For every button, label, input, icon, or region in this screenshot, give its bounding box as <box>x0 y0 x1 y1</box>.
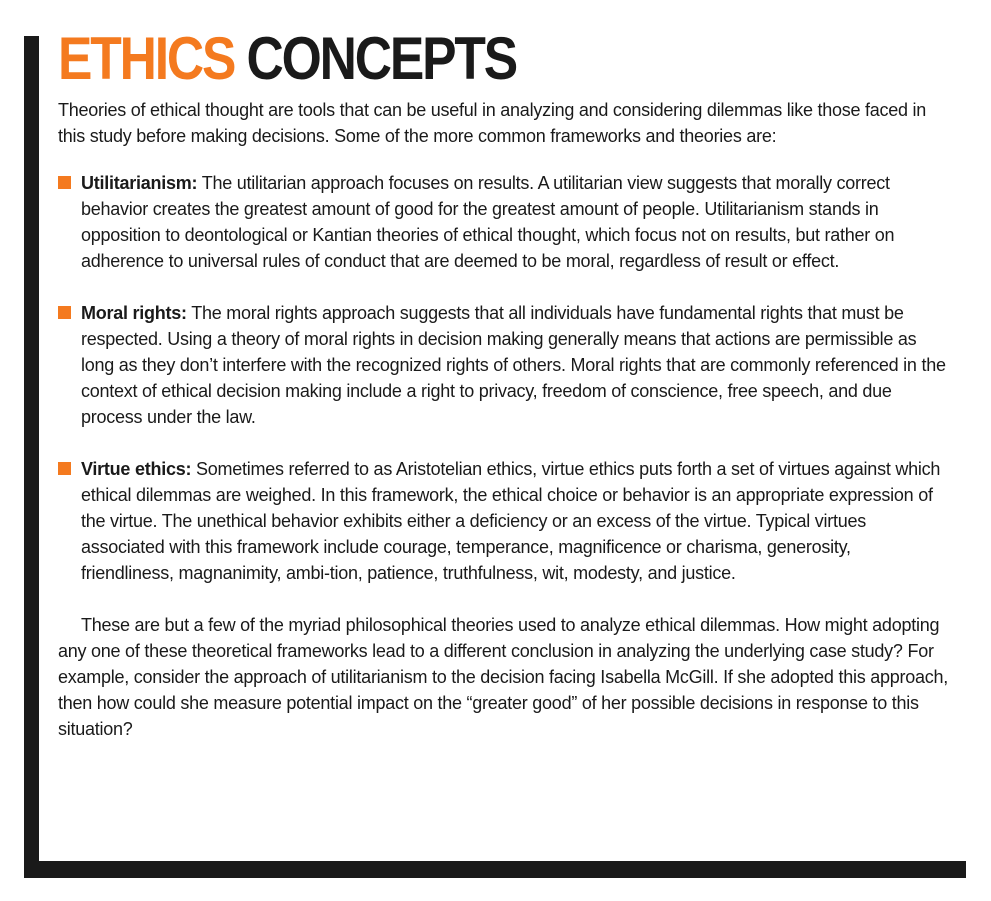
item-text: The moral rights approach suggests that all individuals have fundamental rights that must be respected. Using a theory of moral rights in decision making generally means that actions are permissible as long as they don’t interfere with the recognized rights of others. Moral rights that are commonly referenced in the context of ethical decision making include a right to privacy, freedom of conscience, free speech, and due process under the law. <box>81 303 946 427</box>
bottom-frame-bar <box>24 861 966 878</box>
list-item-utilitarianism <box>58 170 948 274</box>
item-text: Sometimes referred to as Aristotelian ethics, virtue ethics puts forth a set of virtues against which ethical dilemmas are weighed. In this framework, the ethical choice or behavior is an appropriate expression of the virtue. The unethical behavior exhibits either a deficiency or an excess of the virtue. Typical virtues associated with this framework include courage, temperance, magnificence or charisma, generosity, friendliness, magnanimity, ambi-tion, patience, truthfulness, wit, modesty, and justice. <box>81 459 941 583</box>
intro-paragraph: Theories of ethical thought are tools that can be useful in analyzing and considering dilemmas like those faced in this study before making decisions. Some of the more common frameworks and theories are: <box>58 100 927 146</box>
item-term: Utilitarianism: <box>81 173 198 193</box>
item-text: The utilitarian approach focuses on results. A utilitarian view suggests that morally correct behavior creates the greatest amount of good for the greatest amount of people. Utilitarianism stands in opposition to deontological or Kantian theories of ethical thought, which focus not on results, but rather on adherence to universal rules of conduct that are deemed to be moral, regardless of result or effect. <box>81 173 895 271</box>
closing-paragraph: These are but a few of the myriad philosophical theories used to analyze ethical dilemmas. How might adopting any one of these theoretical frameworks lead to a different conclusion in analyzing the underlying case study? For example, consider the approach of utilitarianism to the decision facing Isabella McGill. If she adopted this approach, then how could she measure potential impact on the “greater good” of her possible decisions in response to this situation? <box>58 615 949 739</box>
square-bullet-icon <box>58 306 71 319</box>
item-term: Virtue ethics: <box>81 459 192 479</box>
title-main: CONCEPTS <box>246 25 517 92</box>
list-item-moral-rights <box>58 300 948 430</box>
square-bullet-icon <box>58 462 71 475</box>
title-accent: ETHICS <box>58 25 235 92</box>
left-frame-bar <box>24 36 39 878</box>
list-item-virtue-ethics <box>58 456 948 586</box>
page-title <box>58 24 516 94</box>
item-term: Moral rights: <box>81 303 187 323</box>
article-body <box>58 97 948 742</box>
square-bullet-icon <box>58 176 71 189</box>
